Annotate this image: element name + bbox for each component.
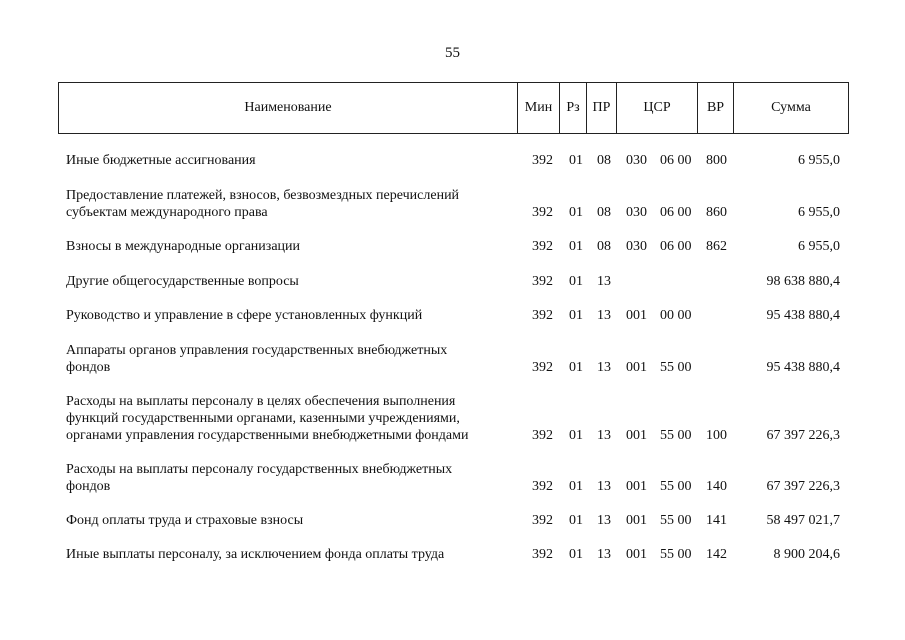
row-min: 392 — [532, 239, 553, 254]
row-name-line: функций государственными органами, казенными учреждениями, — [66, 411, 460, 426]
row-rz: 01 — [569, 479, 583, 494]
row-name-line: Расходы на выплаты персоналу в целях обеспечения выполнения — [66, 394, 456, 409]
row-csr1: 001 — [626, 360, 647, 375]
row-name-line: Руководство и управление в сфере установленных функций — [66, 308, 423, 323]
header-csr: ЦСР — [617, 83, 698, 133]
row-min: 392 — [532, 205, 553, 220]
table-row — [0, 187, 905, 221]
row-csr1: 030 — [626, 205, 647, 220]
row-csr2: 06 00 — [660, 205, 692, 220]
row-pr: 13 — [597, 479, 611, 494]
row-min: 392 — [532, 479, 553, 494]
row-vr: 860 — [706, 205, 727, 220]
table-row — [0, 342, 905, 376]
row-csr1: 030 — [626, 153, 647, 168]
row-csr1: 001 — [626, 428, 647, 443]
row-name — [66, 187, 506, 221]
row-rz: 01 — [569, 205, 583, 220]
row-csr2: 55 00 — [660, 360, 692, 375]
table-row — [0, 512, 905, 529]
row-sum: 67 397 226,3 — [766, 479, 840, 494]
row-rz: 01 — [569, 274, 583, 289]
row-rz: 01 — [569, 308, 583, 323]
row-rz: 01 — [569, 547, 583, 562]
row-pr: 08 — [597, 153, 611, 168]
row-name-line: Иные бюджетные ассигнования — [66, 153, 256, 168]
row-vr: 100 — [706, 428, 727, 443]
row-name-line: Иные выплаты персоналу, за исключением фонда оплаты труда — [66, 547, 445, 562]
header-vr: ВР — [698, 83, 734, 133]
row-name-line: фондов — [66, 479, 111, 494]
row-min: 392 — [532, 360, 553, 375]
row-vr: 140 — [706, 479, 727, 494]
table-header — [58, 82, 849, 134]
row-pr: 08 — [597, 205, 611, 220]
row-csr2: 06 00 — [660, 239, 692, 254]
row-csr1: 001 — [626, 547, 647, 562]
table-row — [0, 393, 905, 444]
row-csr2: 55 00 — [660, 547, 692, 562]
row-name-line: фондов — [66, 360, 111, 375]
row-name-line: субъектам международного права — [66, 205, 268, 220]
table-row — [0, 461, 905, 495]
row-csr1: 001 — [626, 513, 647, 528]
row-csr1: 001 — [626, 308, 647, 323]
row-min: 392 — [532, 308, 553, 323]
header-pr: ПР — [587, 83, 617, 133]
table-row — [0, 546, 905, 563]
row-csr1: 030 — [626, 239, 647, 254]
row-name — [66, 393, 506, 444]
row-rz: 01 — [569, 513, 583, 528]
row-pr: 13 — [597, 360, 611, 375]
row-csr2: 55 00 — [660, 479, 692, 494]
row-csr2: 06 00 — [660, 153, 692, 168]
row-csr2: 00 00 — [660, 308, 692, 323]
row-name-line: Предоставление платежей, взносов, безвозмездных перечислений — [66, 188, 460, 203]
row-sum: 8 900 204,6 — [773, 547, 840, 562]
row-rz: 01 — [569, 360, 583, 375]
header-name: Наименование — [59, 83, 518, 133]
row-sum: 58 497 021,7 — [766, 513, 840, 528]
header-sum: Сумма — [771, 100, 811, 115]
row-name — [66, 342, 506, 376]
row-rz: 01 — [569, 428, 583, 443]
table-row — [0, 273, 905, 290]
row-name-line: Другие общегосударственные вопросы — [66, 274, 299, 289]
row-pr: 13 — [597, 547, 611, 562]
row-name-line: Взносы в международные организации — [66, 239, 301, 254]
row-name — [66, 512, 506, 529]
row-name-line: Расходы на выплаты персоналу государственных внебюджетных — [66, 462, 453, 477]
row-min: 392 — [532, 153, 553, 168]
row-min: 392 — [532, 428, 553, 443]
row-sum: 95 438 880,4 — [766, 308, 840, 323]
table-row — [0, 152, 905, 169]
row-min: 392 — [532, 513, 553, 528]
row-pr: 13 — [597, 274, 611, 289]
row-vr: 862 — [706, 239, 727, 254]
row-sum: 67 397 226,3 — [766, 428, 840, 443]
row-pr: 13 — [597, 308, 611, 323]
row-rz: 01 — [569, 239, 583, 254]
row-name-line: органами управления государственными внебюджетными фондами — [66, 428, 469, 443]
row-pr: 13 — [597, 513, 611, 528]
row-csr2: 55 00 — [660, 513, 692, 528]
row-name-line: Фонд оплаты труда и страховые взносы — [66, 513, 304, 528]
row-name — [66, 238, 506, 255]
row-sum: 6 955,0 — [798, 153, 840, 168]
row-name — [66, 273, 506, 290]
row-name — [66, 461, 506, 495]
row-pr: 08 — [597, 239, 611, 254]
row-sum: 95 438 880,4 — [766, 360, 840, 375]
row-vr: 141 — [706, 513, 727, 528]
row-vr: 142 — [706, 547, 727, 562]
row-vr: 800 — [706, 153, 727, 168]
row-rz: 01 — [569, 153, 583, 168]
table-row — [0, 307, 905, 324]
row-name — [66, 546, 506, 563]
row-name — [66, 152, 506, 169]
row-sum: 6 955,0 — [798, 205, 840, 220]
row-sum: 6 955,0 — [798, 239, 840, 254]
row-min: 392 — [532, 547, 553, 562]
table-row — [0, 238, 905, 255]
row-name-line: Аппараты органов управления государственных внебюджетных — [66, 343, 448, 358]
row-name — [66, 307, 506, 324]
header-rz: Рз — [560, 83, 587, 133]
row-min: 392 — [532, 274, 553, 289]
page-number: 55 — [445, 45, 460, 61]
header-min: Мин — [518, 83, 560, 133]
row-csr2: 55 00 — [660, 428, 692, 443]
row-pr: 13 — [597, 428, 611, 443]
row-csr1: 001 — [626, 479, 647, 494]
row-sum: 98 638 880,4 — [766, 274, 840, 289]
